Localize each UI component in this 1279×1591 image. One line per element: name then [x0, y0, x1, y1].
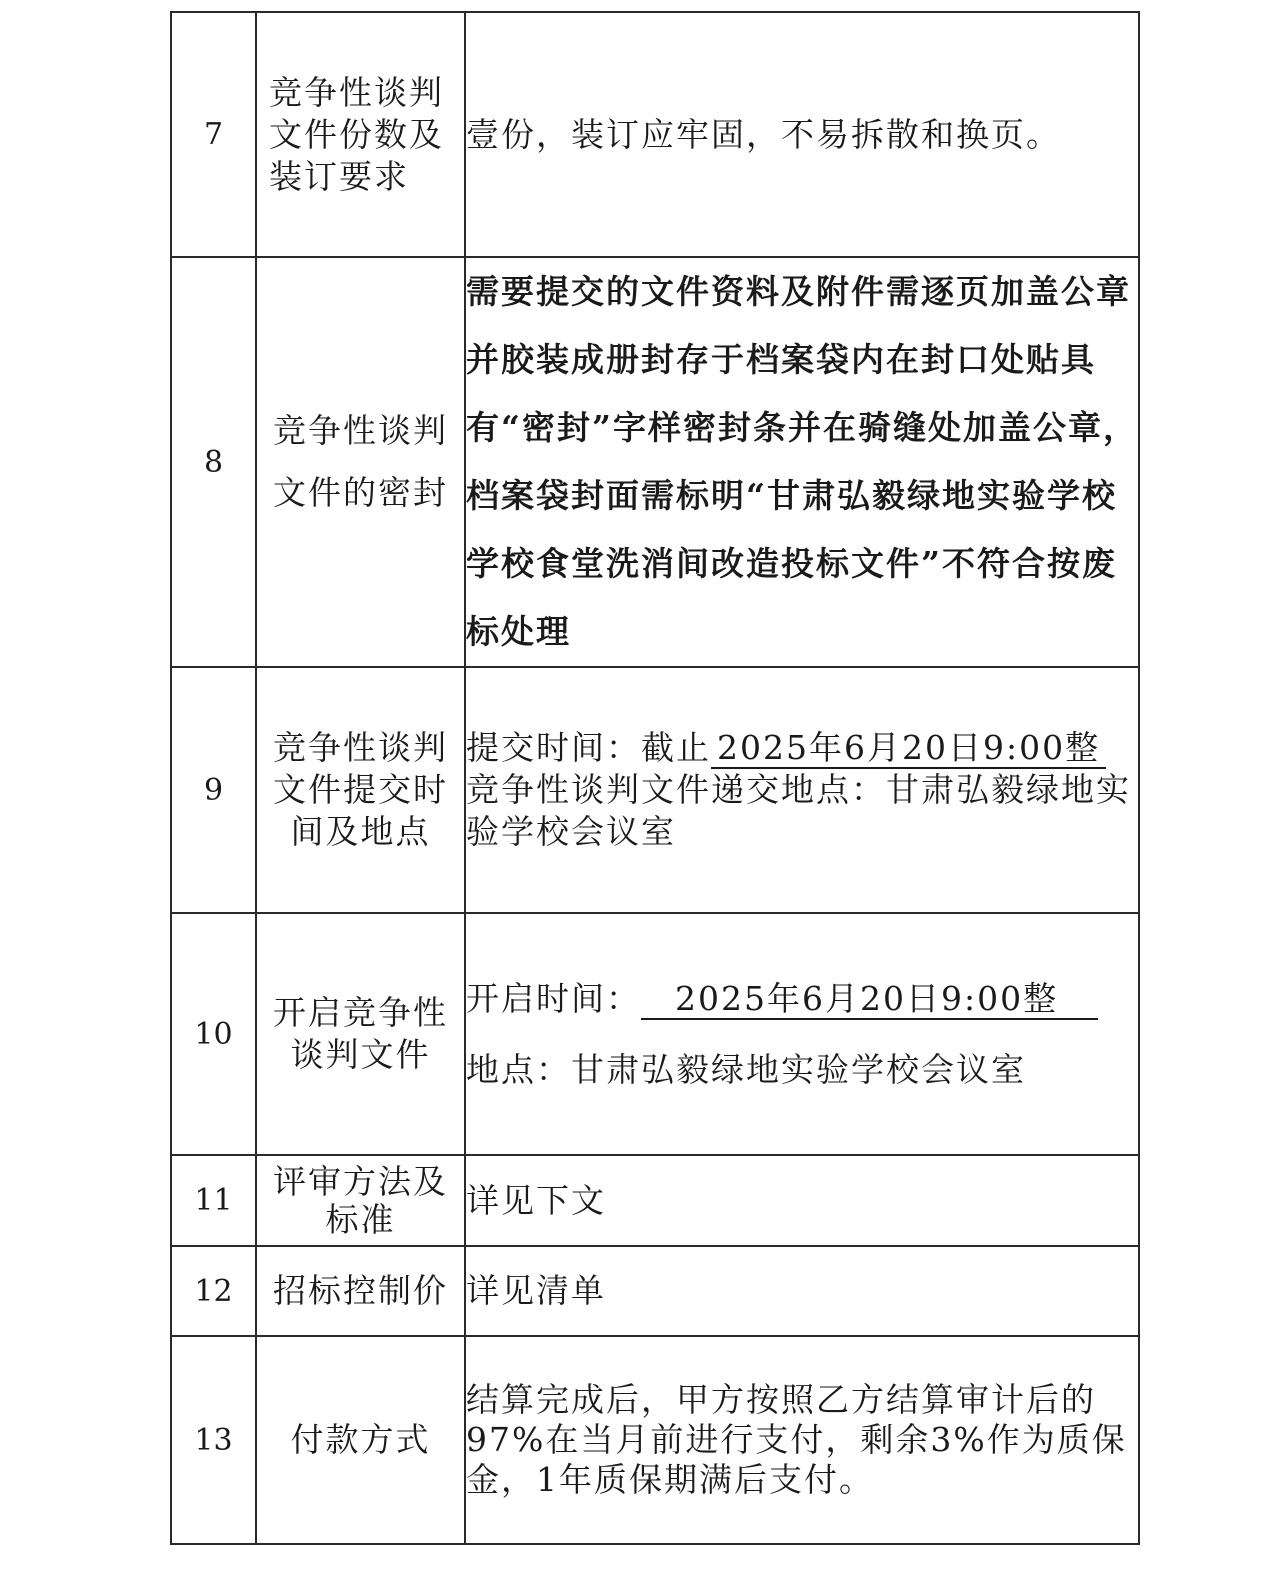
table-row — [171, 1155, 1139, 1246]
row-label-cell — [256, 1246, 465, 1336]
row-number: 12 — [171, 1246, 256, 1336]
row-content — [465, 913, 1139, 1155]
row-number: 9 — [171, 667, 256, 913]
row-content: 结算完成后，甲方按照乙方结算审计后的97%在当月前进行支付，剩余3%作为质保金，1年质保期满后支付。 — [465, 1336, 1139, 1544]
submit-time-value: 2025年6月20日9:00整 — [711, 729, 1106, 769]
row-number: 8 — [171, 257, 256, 667]
row-number: 13 — [171, 1336, 256, 1544]
open-time-prefix: 开启时间： — [466, 978, 641, 1018]
row-number: 7 — [171, 12, 256, 257]
table-row — [171, 1336, 1139, 1544]
requirements-table — [170, 11, 1140, 1545]
row-label-cell — [256, 913, 465, 1155]
row-label: 付款方式 — [290, 1420, 431, 1459]
open-time-value: 2025年6月20日9:00整 — [641, 980, 1098, 1020]
row-label: 招标控制价 — [273, 1271, 448, 1310]
row-content: 详见清单 — [465, 1246, 1139, 1336]
row-label: 竞争性谈判 文件份数及 装订要求 — [269, 72, 444, 196]
open-time-line — [466, 979, 1138, 1020]
row-label: 竞争性谈判 文件提交时 间及地点 — [273, 728, 448, 851]
row-label-cell — [256, 12, 465, 257]
submit-time-prefix: 提交时间：截止 — [466, 728, 711, 767]
row-label-cell — [256, 1336, 465, 1544]
row-number: 11 — [171, 1155, 256, 1246]
row-label: 评审方法及 标准 — [273, 1161, 448, 1239]
row-label: 竞争性谈判 文件的密封 — [273, 411, 448, 512]
row-label-cell — [256, 257, 465, 667]
submit-time-line — [466, 727, 1138, 769]
table-row — [171, 667, 1139, 913]
table-row — [171, 1246, 1139, 1336]
table-row — [171, 913, 1139, 1155]
table-row — [171, 12, 1139, 257]
row-label-cell — [256, 667, 465, 913]
row-label-cell — [256, 1155, 465, 1246]
row-number: 10 — [171, 913, 256, 1155]
row-content — [465, 667, 1139, 913]
row-content: 壹份，装订应牢固，不易拆散和换页。 — [465, 12, 1139, 257]
row-content: 详见下文 — [465, 1155, 1139, 1246]
row-label: 开启竞争性 谈判文件 — [273, 993, 448, 1074]
table-row — [171, 257, 1139, 667]
open-location: 地点：甘肃弘毅绿地实验学校会议室 — [466, 1049, 1026, 1089]
submit-location: 竞争性谈判文件递交地点：甘肃弘毅绿地实验学校会议室 — [466, 770, 1131, 851]
row-content: 需要提交的文件资料及附件需逐页加盖公章并胶装成册封存于档案袋内在封口处贴具有“密封”字样密封条并在骑缝处加盖公章，档案袋封面需标明“甘肃弘毅绿地实验学校学校食堂洗消间改造投标文件”不符合按废标处理 — [465, 257, 1139, 667]
